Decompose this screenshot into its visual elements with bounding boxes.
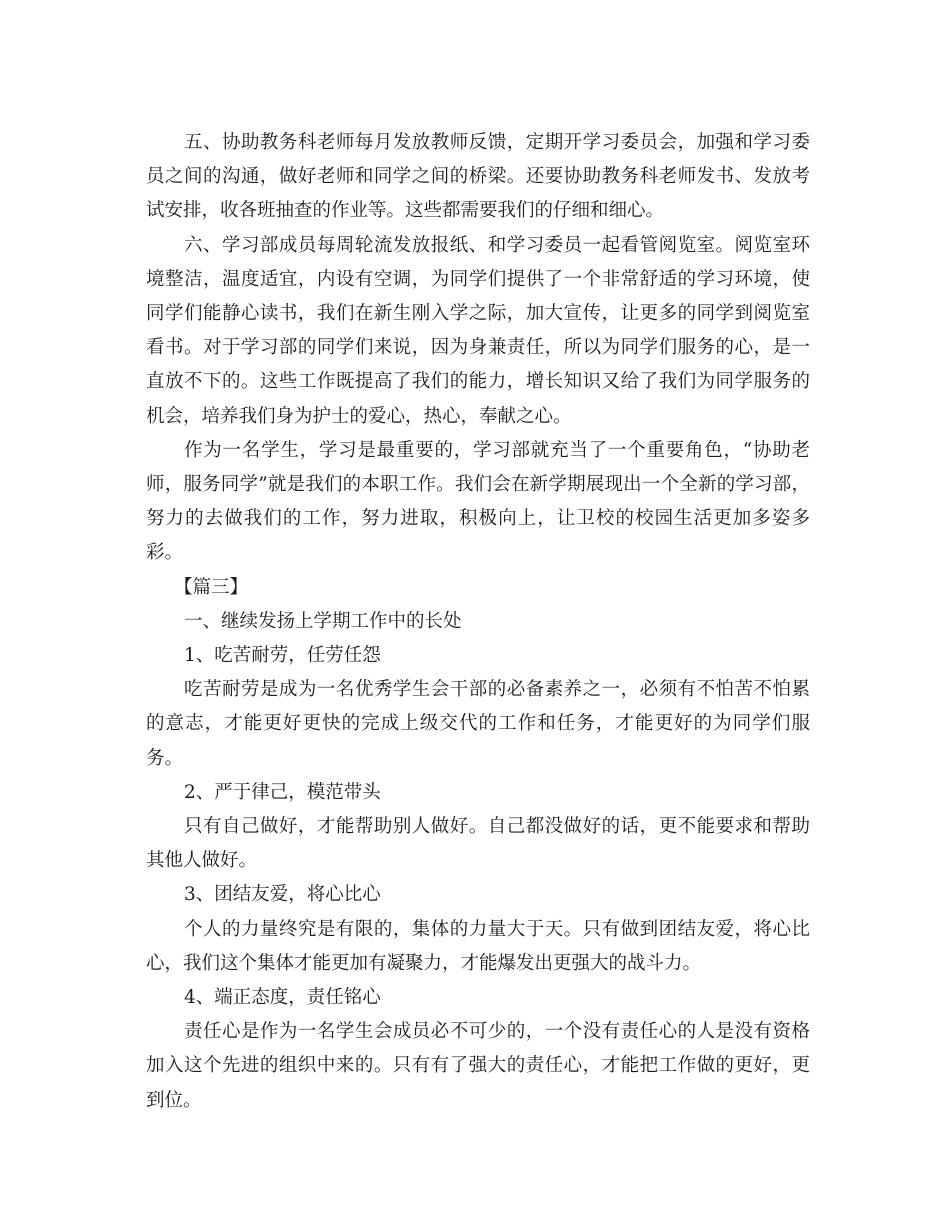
- point-body-2: 只有自己做好，才能帮助别人做好。自己都没做好的话，更不能要求和帮助其他人做好。: [146, 816, 810, 872]
- point-body-1: 吃苦耐劳是成为一名优秀学生会干部的必备素养之一，必须有不怕苦不怕累的意志，才能更好更快的完成上级交代的工作和任务，才能更好的为同学们服务。: [146, 679, 810, 769]
- subsection-heading: 一、继续发扬上学期工作中的长处: [184, 610, 462, 632]
- point-heading-3: 3、团结友爱，将心比心: [184, 884, 381, 906]
- point-heading-4: 4、端正态度，责任铭心: [184, 987, 381, 1009]
- point-heading-2: 2、严于律己，模范带头: [184, 781, 381, 803]
- point-heading-1: 1、吃苦耐劳，任劳任怨: [184, 645, 381, 667]
- section-heading: 【篇三】: [174, 576, 249, 598]
- paragraph-item-six: 六、学习部成员每周轮流发放报纸、和学习委员一起看管阅览室。阅览室环境整洁，温度适宜，内设有空调，为同学们提供了一个非常舒适的学习环境，使同学们能静心读书，我们在新生刚入学之际，加大宣传，让更多的同学到阅览室看书。对于学习部的同学们来说，因为身兼责任，所以为同学们服务的心，是一直放不下的。这些工作既提高了我们的能力，增长知识又给了我们为同学服务的机会，培养我们身为护士的爱心，热心，奉献之心。: [146, 234, 810, 427]
- document-body: [146, 126, 810, 1118]
- point-body-3: 个人的力量终究是有限的，集体的力量大于天。只有做到团结友爱，将心比心，我们这个集体才能更加有凝聚力，才能爆发出更强大的战斗力。: [146, 918, 810, 974]
- paragraph-conclusion: 作为一名学生，学习是最重要的，学习部就充当了一个重要角色，“协助老师，服务同学”就是我们的本职工作。我们会在新学期展现出一个全新的学习部，努力的去做我们的工作，努力进取，积极向上，让卫校的校园生活更加多姿多彩。: [146, 439, 810, 564]
- paragraph-item-five: 五、协助教务科老师每月发放教师反馈，定期开学习委员会，加强和学习委员之间的沟通，做好老师和同学之间的桥梁。还要协助教务科老师发书、发放考试安排，收各班抽查的作业等。这些都需要我们的仔细和细心。: [146, 132, 810, 222]
- point-body-4: 责任心是作为一名学生会成员必不可少的，一个没有责任心的人是没有资格加入这个先进的组织中来的。只有有了强大的责任心，才能把工作做的更好，更到位。: [146, 1021, 810, 1111]
